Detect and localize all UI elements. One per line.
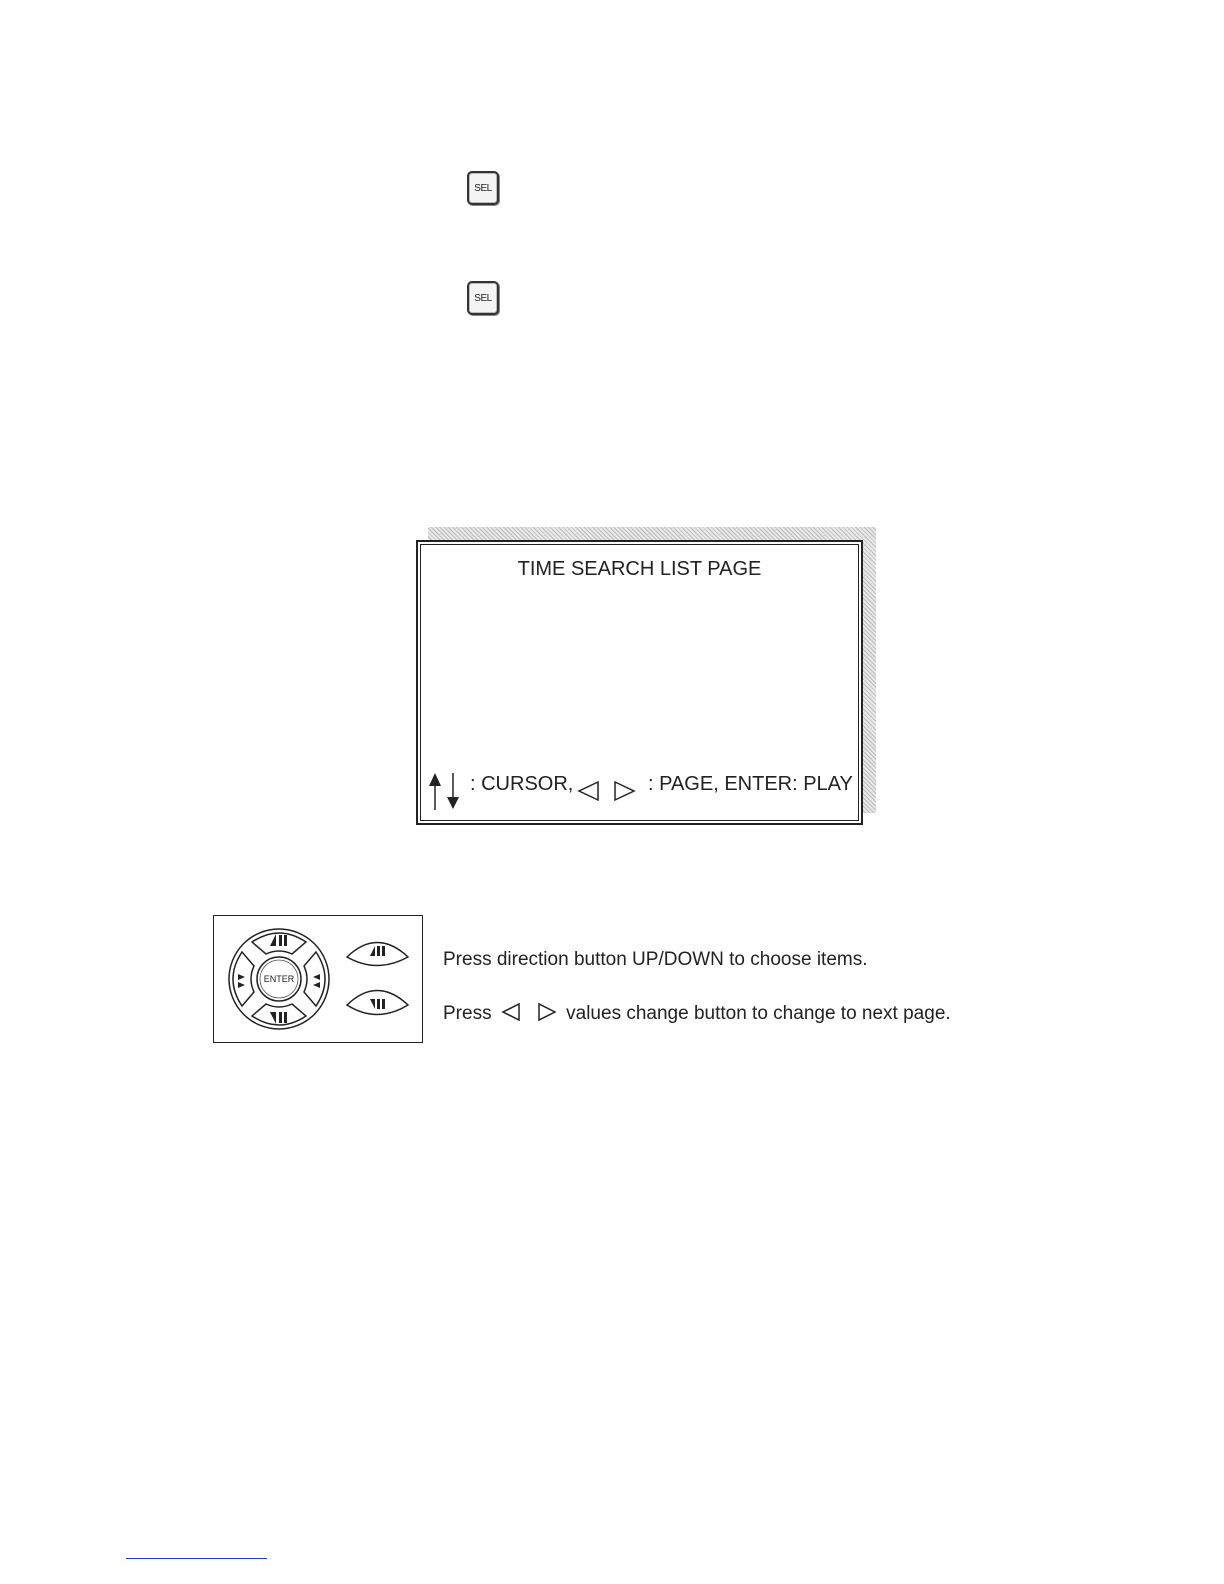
- osd-help-line: [428, 770, 858, 814]
- instruction-updown: Press direction button UP/DOWN to choose items.: [443, 949, 868, 970]
- sel-button-icon: [467, 171, 499, 205]
- sel-button-icon: [467, 281, 499, 315]
- instruction-page-prefix: Press: [443, 1003, 492, 1024]
- left-triangle-icon: [579, 782, 598, 800]
- up-down-arrows-icon: [429, 773, 459, 810]
- direction-pad-illustration: [213, 915, 423, 1043]
- left-right-triangles-icon: [501, 1001, 557, 1023]
- osd-title: TIME SEARCH LIST PAGE: [517, 558, 762, 580]
- instruction-page: [443, 1003, 951, 1025]
- osd-help-cursor-text: : CURSOR,: [470, 773, 574, 795]
- instruction-page-suffix: values change button to change to next page.: [566, 1003, 951, 1024]
- right-triangle-icon: [615, 782, 634, 800]
- footer-rule: [126, 1558, 267, 1559]
- time-search-list-screen: [416, 540, 863, 825]
- osd-help-page-text: : PAGE, ENTER: PLAY: [648, 773, 853, 795]
- sel-button-label: SEL: [474, 292, 492, 304]
- direction-pad-icon: [214, 916, 422, 1042]
- enter-button-label: ENTER: [263, 974, 295, 984]
- sel-button-label: SEL: [474, 182, 492, 194]
